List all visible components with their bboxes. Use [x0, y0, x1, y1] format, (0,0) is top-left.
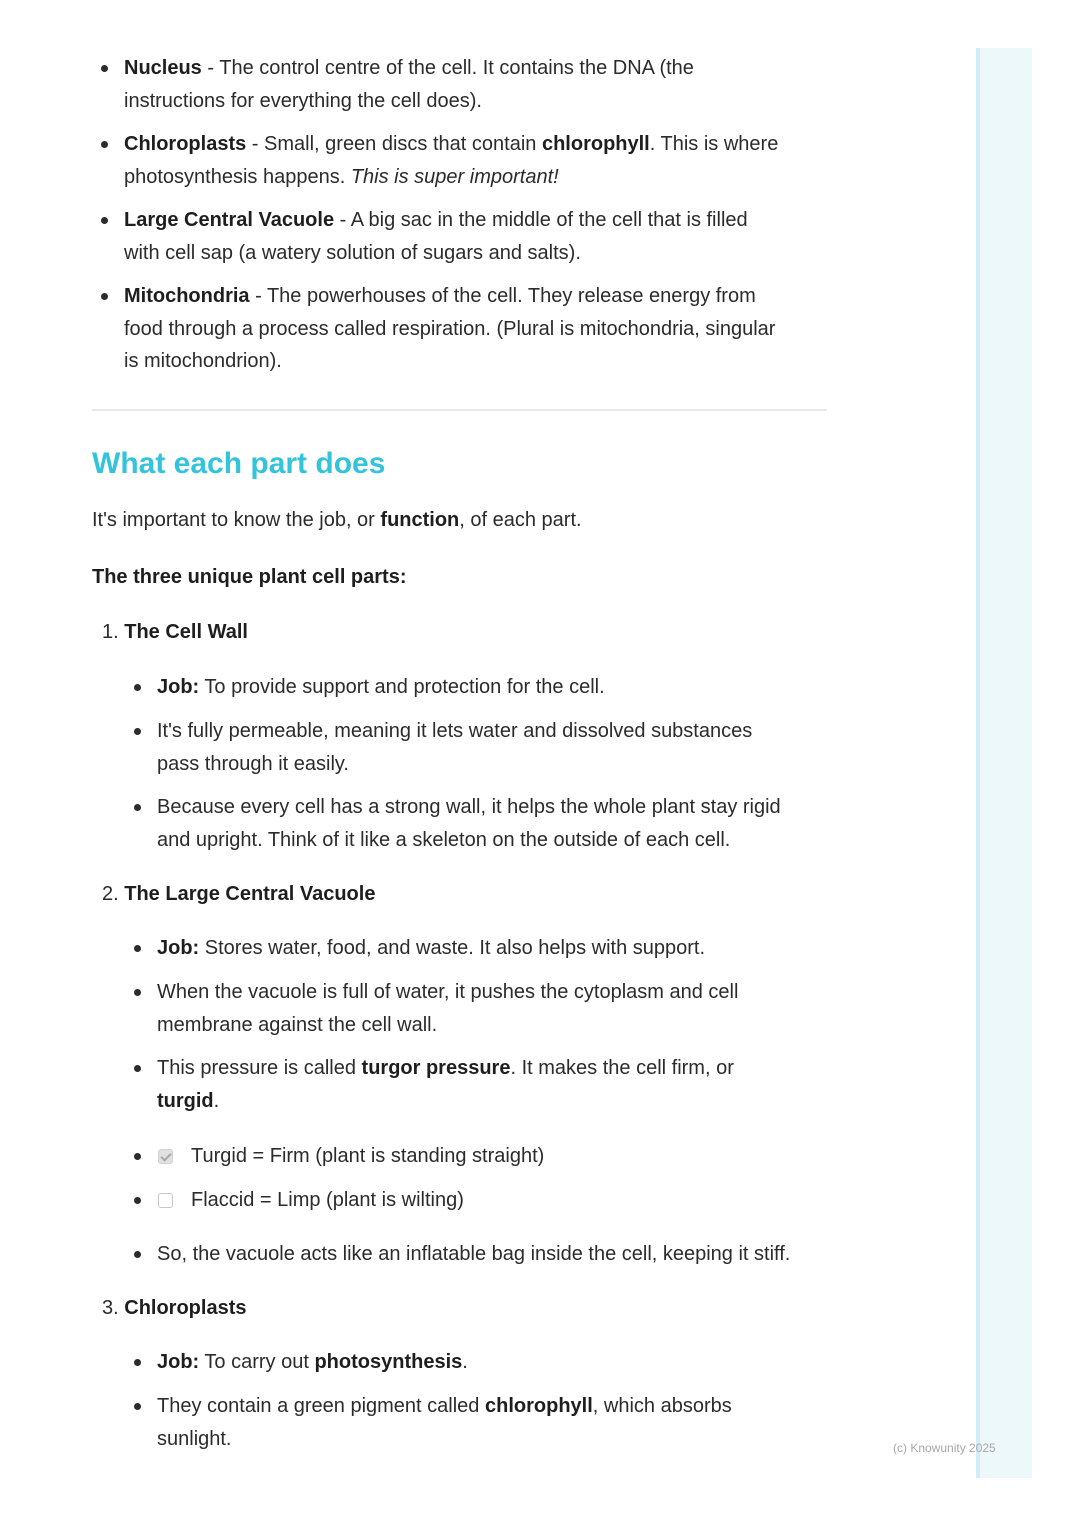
bullet-icon	[134, 804, 141, 811]
bullet-icon	[101, 65, 108, 72]
bullet-icon	[101, 141, 108, 148]
bullet-icon	[134, 1359, 141, 1366]
part-title: The Large Central Vacuole	[124, 883, 376, 905]
term-mitochondria: Mitochondria	[124, 285, 250, 307]
copyright-footer: (c) Knowunity 2025	[893, 1441, 996, 1455]
side-margin-panel	[976, 48, 1032, 1478]
section-intro: It's important to know the job, or function, of each part.	[92, 509, 582, 531]
term-nucleus: Nucleus	[124, 57, 202, 79]
job-line: Job: To provide support and protection for the cell.	[157, 676, 605, 698]
bullet-icon	[134, 1403, 141, 1410]
job-line: Job: To carry out photosynthesis.	[157, 1351, 468, 1373]
bullet-icon	[134, 1153, 141, 1160]
term-chloroplasts: Chloroplasts	[124, 133, 247, 155]
bullet-icon	[101, 293, 108, 300]
bullet-icon	[134, 1197, 141, 1204]
bullet-icon	[134, 945, 141, 952]
term-vacuole: Large Central Vacuole	[124, 209, 335, 231]
part-title: Chloroplasts	[124, 1297, 247, 1319]
list-number: 3.	[102, 1297, 119, 1319]
bullet-icon	[134, 1251, 141, 1258]
job-line: Job: Stores water, food, and waste. It also helps with support.	[157, 937, 706, 959]
list-number: 2.	[102, 883, 119, 905]
bullet-icon	[134, 684, 141, 691]
bullet-icon	[134, 989, 141, 996]
checkbox-unchecked[interactable]	[158, 1193, 173, 1208]
checkbox-checked[interactable]	[158, 1149, 173, 1164]
subheading: The three unique plant cell parts:	[92, 566, 407, 588]
bullet-icon	[101, 217, 108, 224]
part-title: The Cell Wall	[124, 621, 248, 643]
section-divider	[92, 409, 827, 411]
bullet-icon	[134, 728, 141, 735]
bullet-icon	[134, 1065, 141, 1072]
emphasis-text: This is super important!	[350, 166, 559, 188]
section-heading: What each part does	[92, 447, 386, 480]
description: The control centre of the cell. It contains the DNA (the	[219, 57, 694, 79]
list-number: 1.	[102, 621, 119, 643]
